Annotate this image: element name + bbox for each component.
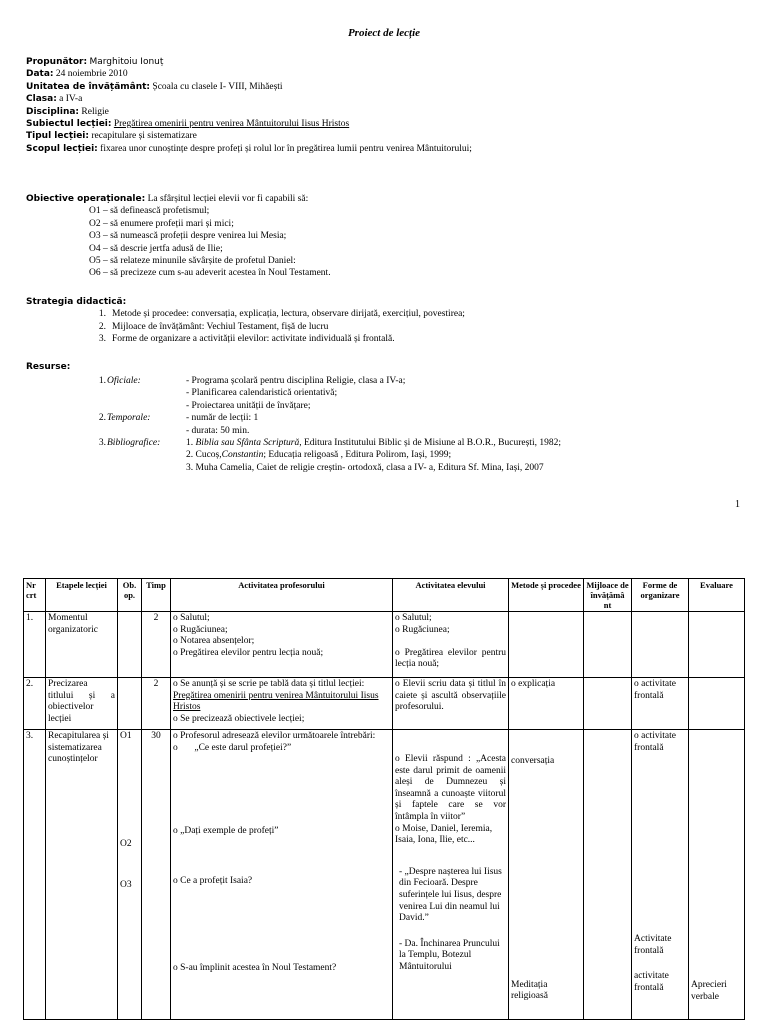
header-disciplina: Disciplina: Religie	[26, 106, 109, 117]
col-header-prof: Activitatea profesorului	[171, 579, 393, 612]
cell-etapa: Momentul organizatoric	[46, 612, 118, 678]
cell-timp: 2	[142, 612, 171, 678]
header-scopul: Scopul lecției: fixarea unor cunoștințe despre profeți și rolul lor în pregătirea lumii pentru venirea Mântuitorului;	[26, 143, 472, 154]
objective-item: O5 – să relateze minunile săvârșite de profetul Daniel:	[89, 255, 296, 266]
objective-item: O6 – să precizeze cum s-au adeverit acestea în Noul Testament.	[89, 268, 331, 279]
list-item: - Proiectarea unității de învățare;	[186, 400, 311, 411]
cell-prof: o Salutul; o Rugăciunea; o Notarea absențelor; o Pregătirea elevilor pentru lecția nouă;	[171, 612, 393, 678]
cell-mijloace	[584, 612, 632, 678]
col-header-timp: Timp	[142, 579, 171, 612]
table-header-row	[24, 579, 745, 612]
header-unitatea: Unitatea de învățământ: Școala cu clasele I- VIII, Mihăești	[26, 81, 283, 92]
cell-metode: conversația Meditația religioasă	[509, 730, 584, 1020]
page-number: 1	[735, 499, 740, 510]
cell-mijloace	[584, 730, 632, 1020]
strategy-heading: Strategia didactică:	[26, 297, 127, 307]
cell-elev: o Elevii scriu data și titlul în caiete și ascultă observațiile profesorului.	[393, 678, 509, 730]
col-header-forme: Forme de organizare	[632, 579, 689, 612]
list-item: - Planificarea calendaristică orientativă;	[186, 388, 338, 399]
cell-metode	[509, 612, 584, 678]
header-propunator: Propunător: Marghitoiu Ionuț	[26, 57, 164, 67]
cell-elev: o Elevii răspund : „Acesta este darul primit de oamenii aleși de Dumnezeu și înseamnă a cunoaște viitorul și faptele care se vor întâmpla în viitor” o Moise, Daniel, Ieremia, Isaia, Iona, Ilie, etc... - „Despre nașterea lui Iisus din Fecioară. Despre suferințele lui Iisus, despre venirea Lui din neamul lui David.” - Da. Închinarea Pruncului la Templu, Botezul Mântuitorului	[393, 730, 509, 1020]
cell-ob	[118, 678, 142, 730]
cell-evaluare	[689, 612, 745, 678]
cell-nr: 1.	[24, 612, 46, 678]
objective-item: O1 – să definească profetismul;	[89, 206, 210, 217]
col-header-nr: Nr crt	[24, 579, 46, 612]
cell-mijloace	[584, 678, 632, 730]
lesson-header	[26, 56, 746, 155]
list-item	[26, 462, 746, 474]
list-item: 3. Bibliografice: 1. Biblia sau Sfânta Scriptură, Editura Institutului Biblic și de Misiune al B.O.R., București, 1982;	[98, 438, 561, 448]
objectives-heading: Obiective operaționale: La sfârșitul lecției elevii vor fi capabili să:	[26, 194, 309, 204]
cell-evaluare	[689, 678, 745, 730]
cell-nr: 3.	[24, 730, 46, 1020]
cell-nr: 2.	[24, 678, 46, 730]
table-row	[24, 730, 745, 1020]
cell-forme: o activitate frontală Activitate frontală activitate frontală	[632, 730, 689, 1020]
header-data: Data: 24 noiembrie 2010	[26, 69, 128, 80]
list-item: 2. Mijloace de învățământ: Vechiul Testament, fișă de lucru	[98, 321, 329, 332]
list-item: 1. Oficiale: - Programa școlară pentru disciplina Religie, clasa a IV-a;	[98, 376, 406, 386]
table-row	[24, 612, 745, 678]
col-header-evaluare: Evaluare	[689, 579, 745, 612]
bibliography-entry: 3. Muha Camelia, Caiet de religie creștin- ortodoxă, clasa a IV- a, Editura Sf. Mina, Iași, 2007	[186, 462, 544, 473]
cell-metode: o explicația	[509, 678, 584, 730]
table-row	[24, 678, 745, 730]
cell-etapa: Recapitularea și sistematizarea cunoștințelor	[46, 730, 118, 1020]
cell-timp: 30	[142, 730, 171, 1020]
resources-section	[26, 361, 746, 473]
cell-evaluare: Aprecieri verbale	[689, 730, 745, 1020]
cell-forme: o activitate frontală	[632, 678, 689, 730]
cell-prof: o Se anunță și se scrie pe tablă data și titlul lecției: Pregătirea omenirii pentru venirea Mântuitorului Iisus Hristos o Se precizează obiectivele lecției;	[171, 678, 393, 730]
col-header-metode: Metode și procedee	[509, 579, 584, 612]
objective-item: O3 – să numească profeții despre venirea lui Mesia;	[89, 231, 287, 242]
cell-prof: o Profesorul adresează elevilor următoarele întrebări: o „Ce este darul profeției?” o „Dați exemple de profeți” o Ce a profețit Isaia? o S-au împlinit acestea în Noul Testament?	[171, 730, 393, 1020]
list-item: 1. Metode și procedee: conversația, explicația, lectura, observare dirijată, exercițiul, povestirea;	[98, 309, 465, 320]
col-header-mijloace: Mijloace de învățămâ nt	[584, 579, 632, 612]
cell-ob	[118, 612, 142, 678]
objective-item: O2 – să enumere profeții mari și mici;	[89, 218, 234, 229]
document-title: Proiect de lecție	[347, 27, 421, 39]
col-header-ob: Ob. op.	[118, 579, 142, 612]
cell-ob: O1 O2 O3	[118, 730, 142, 1020]
col-header-etape: Etapele lecției	[46, 579, 118, 612]
list-item: 3. Forme de organizare a activității elevilor: activitate individuală și frontală.	[98, 334, 395, 345]
bibliography-entry: 2. Cucoș,Constantin; Educația religoasă , Editura Polirom, Iași, 1999;	[186, 450, 452, 461]
lesson-table	[23, 578, 745, 1020]
list-item: - durata: 50 min.	[186, 425, 250, 436]
objectives-section	[26, 193, 746, 280]
cell-forme	[632, 612, 689, 678]
strategy-list	[26, 308, 746, 345]
list-item: 2. Temporale: - număr de lecții: 1	[98, 413, 259, 424]
objective-item: O4 – să descrie jertfa adusă de Ilie;	[89, 243, 223, 254]
cell-elev: o Salutul; o Rugăciunea; o Pregătirea elevilor pentru lecția nouă;	[393, 612, 509, 678]
strategy-section	[26, 296, 746, 346]
header-tipul: Tipul lecției: recapitulare și sistematizare	[26, 131, 197, 142]
header-subiectul: Subiectul lecției: Pregătirea omenirii pentru venirea Mântuitorului Iisus Hristos	[26, 118, 350, 129]
header-clasa: Clasa: a IV-a	[26, 94, 83, 105]
bibliography-entry: 1. Biblia sau Sfânta Scriptură, Editura Institutului Biblic și de Misiune al B.O.R., București, 1982;	[186, 438, 561, 448]
cell-etapa: Precizarea titlului și a obiectivelor lecției	[46, 678, 118, 730]
list-item	[26, 449, 746, 461]
cell-timp: 2	[142, 678, 171, 730]
col-header-elev: Activitatea elevului	[393, 579, 509, 612]
resources-heading: Resurse:	[26, 362, 71, 372]
